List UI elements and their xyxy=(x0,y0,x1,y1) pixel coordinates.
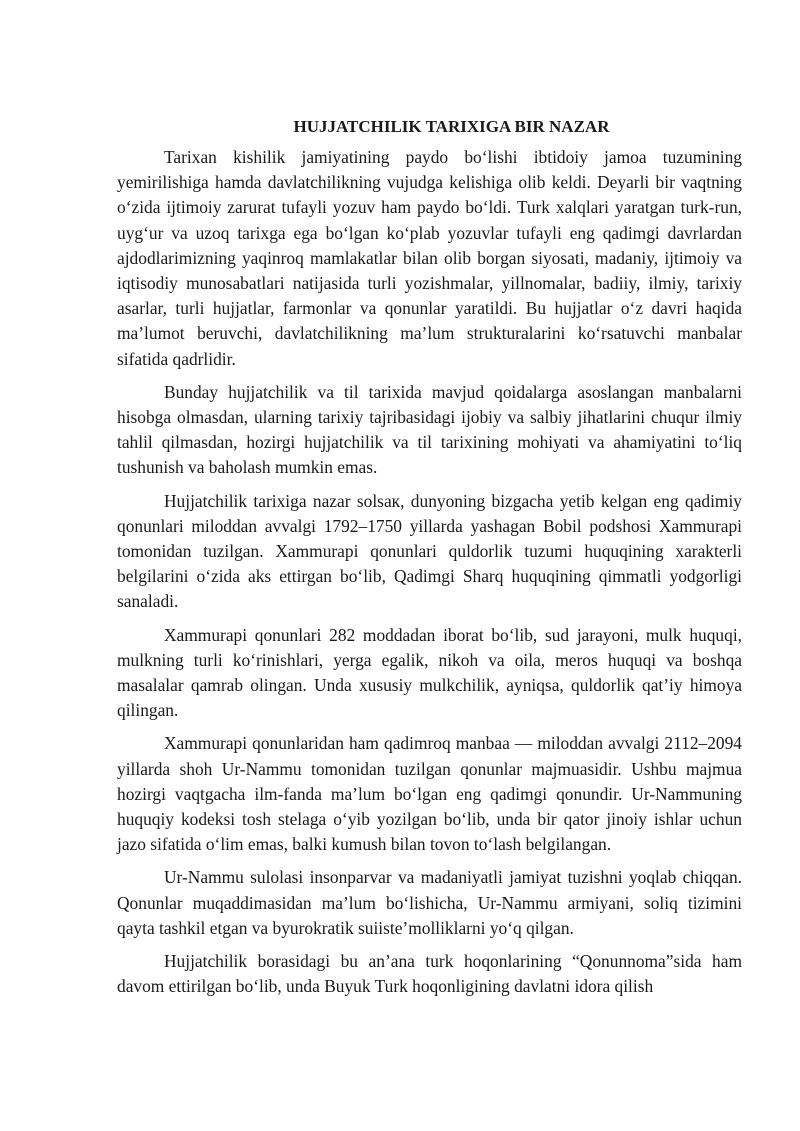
paragraph: Hujjatchilik borasidagi bu an’ana turk hoqonlarining “Qonunnoma”sida ham davom ettirilgan bo‘lib, unda Buyuk Turk hoqonligining davlatni idora qilish xyxy=(117,951,742,997)
paragraph: Tarixan kishilik jamiyatining paydo bo‘lishi ibtidoiy jamoa tuzumining yemirilishiga hamda davlatchilikning vujudga kelishiga olib keldi. Deyarli bir vaqtning o‘zida ijtimoiy zarurat tufayli yozuv ham paydo bo‘ldi. Turk xalqlari yaratgan turk-run, uyg‘ur va uzoq tarixga ega bo‘lgan ko‘plab yozuvlar tufayli eng qadimgi davrlardan ajdodlarimizning yaqinroq mamlakatlar bilan olib borgan siyosati, madaniy, ijtimoiy va iqtisodiy munosabatlari natijasida turli yozishmalar, yillnomalar, badiiy, ilmiy, tarixiy asarlar, turli hujjatlar, farmonlar va qonunlar yaratildi. Bu hujjatlar o‘z davri haqida ma’lumot beruvchi, davlatchilikning ma’lum strukturalarini ko‘rsatuvchi manbalar sifatida qadrlidir. xyxy=(117,147,742,369)
document-body xyxy=(117,114,742,1008)
document-title: HUJJATCHILIK TARIXIGA BIR NAZAR xyxy=(293,117,610,136)
paragraph: Hujjatchilik tarixiga nazar solsaк, dunyoning bizgacha yetib kelgan eng qadimiy qonunlari miloddan avvalgi 1792–1750 yillarda yashagan Bobil podshosi Xammurapi tomonidan tuzilgan. Xammurapi qonunlari quldorlik tuzumi huquqining xarakterli belgilarini o‘zida aks ettirgan bo‘lib, Qadimgi Sharq huquqining qimmatli yodgorligi sanaladi. xyxy=(117,490,742,612)
paragraph: Xammurapi qonunlari 282 moddadan iborat bo‘lib, sud jarayoni, mulk huquqi, mulkning turli ko‘rinishlari, yerga egalik, nikoh va oila, meros huquqi va boshqa masalalar qamrab olingan. Unda xususiy mulkchilik, ayniqsa, quldorlik qat’iy himoya qilingan. xyxy=(117,624,742,721)
paragraph: Xammurapi qonunlaridan ham qadimroq manbaa — miloddan avvalgi 2112–2094 yillarda shoh Ur-Nammu tomonidan tuzilgan qonunlar majmuasidir. Ushbu majmua hozirgi vaqtgacha ilm-fanda ma’lum bo‘lgan eng qadimgi qonundir. Ur-Nammuning huquqiy kodeksi tosh stelaga o‘yib yozilgan bo‘lib, unda bir qator jinoiy ishlar uchun jazo sifatida o‘lim emas, balki kumush bilan tovon to‘lash belgilangan. xyxy=(117,733,742,855)
paragraph: Ur-Nammu sulolasi insonparvar va madaniyatli jamiyat tuzishni yoqlab chiqqan. Qonunlar muqaddimasidan ma’lum bo‘lishicha, Ur-Nammu armiyani, soliq tizimini qayta tashkil etgan va byurokratik suiiste’molliklarni yo‘q qilgan. xyxy=(117,867,742,938)
paragraph: Bunday hujjatchilik va til tarixida mavjud qoidalarga asoslangan manbalarni hisobga olmasdan, ularning tarixiy tajribasidagi ijobiy va salbiy jihatlarini chuqur ilmiy tahlil qilmasdan, hozirgi hujjatchilik va til tarixining mohiyati va ahamiyatini to‘liq tushunish va baholash mumkin emas. xyxy=(117,381,742,478)
